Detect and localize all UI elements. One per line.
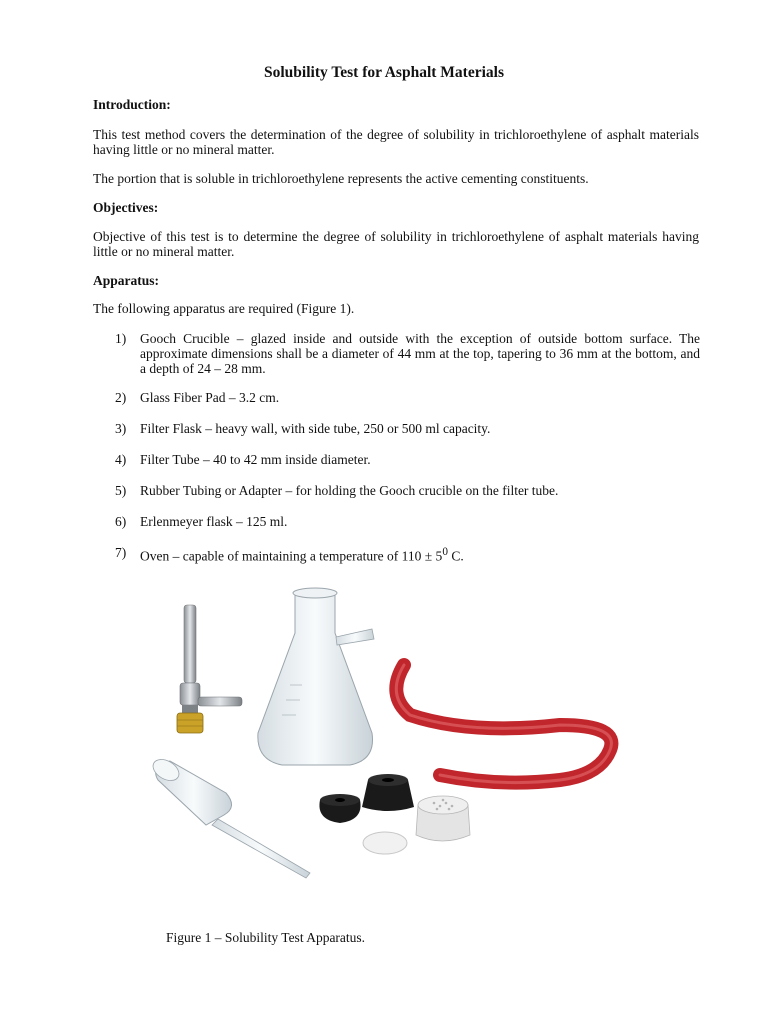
gooch-crucible [149, 755, 310, 878]
rubber-stoppers [319, 774, 414, 823]
item-text: Glass Fiber Pad – 3.2 cm. [140, 390, 280, 405]
introduction-paragraph-2: The portion that is soluble in trichloroethylene represents the active cementing constituents. [93, 171, 589, 186]
item-number: 6) [115, 514, 127, 529]
item-number: 7) [115, 545, 127, 560]
apparatus-intro: The following apparatus are required (Figure 1). [93, 301, 355, 316]
item-text: Gooch Crucible – glazed inside and outside with the exception of outside bottom surface. The approximate dimensions shall be a diameter of 44 mm at the top, tapering to 36 mm at the bottom, and a depth of 24 – 28 mm. [140, 331, 700, 376]
ceramic-disc [416, 796, 470, 841]
apparatus-heading: Apparatus: [93, 273, 160, 288]
item-number: 5) [115, 483, 127, 498]
item-text: Rubber Tubing or Adapter – for holding the Gooch crucible on the filter tube. [140, 483, 559, 498]
item-number: 2) [115, 390, 127, 405]
brass-base [177, 713, 203, 733]
item-text-main: Oven – capable of maintaining a temperature of 110 ± 5 [140, 548, 443, 564]
figure-caption: Figure 1 – Solubility Test Apparatus. [166, 930, 366, 945]
item-text: Filter Tube – 40 to 42 mm inside diameter. [140, 452, 371, 467]
item-text [140, 545, 700, 564]
filter-flask [258, 588, 374, 765]
item-number: 4) [115, 452, 127, 467]
glass-fiber-pad [363, 832, 407, 854]
filter-adapter [177, 605, 242, 733]
introduction-paragraph-1: This test method covers the determination of the degree of solubility in trichloroethylene of asphalt materials having little or no mineral matter. [93, 127, 699, 157]
objectives-paragraph: Objective of this test is to determine the degree of solubility in trichloroethylene of asphalt materials having little or no mineral matter. [93, 229, 699, 259]
degree-superscript: 0 [442, 546, 448, 558]
document-title: Solubility Test for Asphalt Materials [264, 64, 504, 81]
rubber-tubing [396, 665, 611, 783]
objectives-heading: Objectives: [93, 200, 159, 215]
introduction-heading: Introduction: [93, 97, 171, 112]
item-number: 1) [115, 331, 127, 346]
item-text-unit: C. [447, 548, 464, 564]
item-number: 3) [115, 421, 127, 436]
apparatus-figure [140, 575, 660, 885]
item-text: Erlenmeyer flask – 125 ml. [140, 514, 288, 529]
item-text: Filter Flask – heavy wall, with side tube, 250 or 500 ml capacity. [140, 421, 491, 436]
